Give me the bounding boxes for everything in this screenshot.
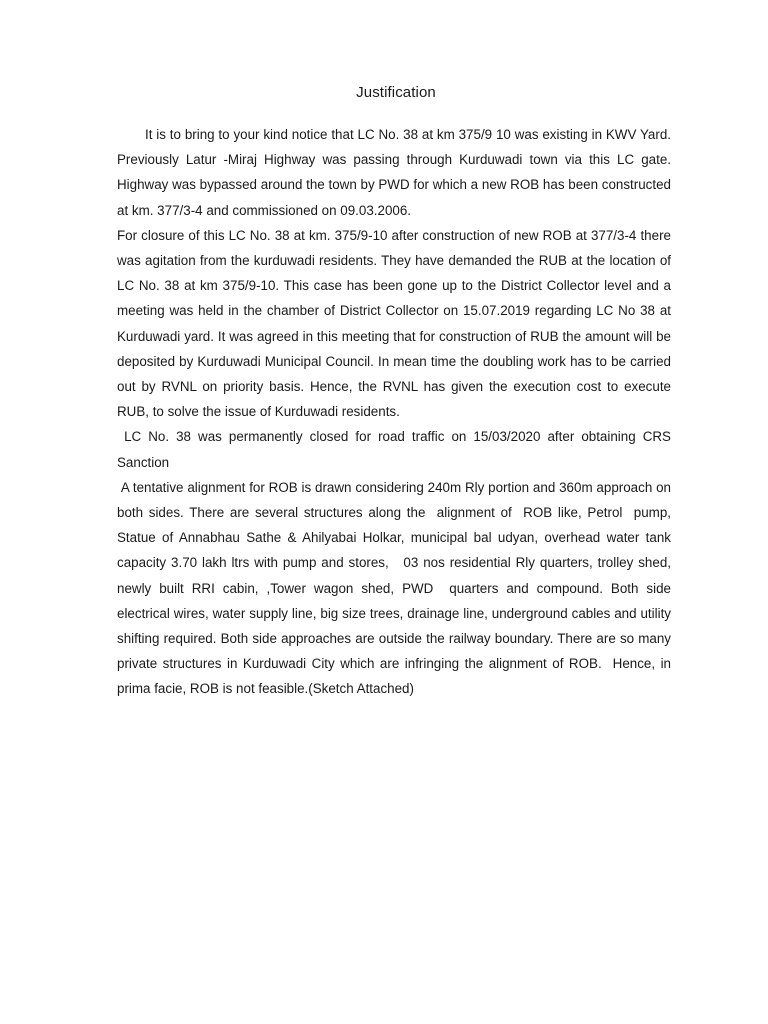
paragraph-rob-alignment: A tentative alignment for ROB is drawn considering 240m Rly portion and 360m approach on both sides. There are several structures along the alignment of ROB like, Petrol pump, Statue of Annabhau Sathe & Ahilyabai Holkar, municipal bal udyan, overhead water tank capacity 3.70 lakh ltrs with pump and stores, 03 nos residential Rly quarters, trolley shed, newly built RRI cabin, ,Tower wagon shed, PWD quarters and compound. Both side electrical wires, water supply line, big size trees, drainage line, underground cables and utility shifting required. Both side approaches are outside the railway boundary. There are so many private structures in Kurduwadi City which are infringing the alignment of ROB. Hence, in prima facie, ROB is not feasible.(Sketch Attached) bbox=[117, 479, 675, 697]
paragraph-intro: It is to bring to your kind notice that LC No. 38 at km 375/9 10 was existing in KWV Yard. Previously Latur -Miraj Highway was passing through Kurduwadi town via this LC gate. Highway was bypassed around the town by PWD for which a new ROB has been constructed at km. 377/3-4 and commissioned on 09.03.2006. bbox=[117, 127, 675, 218]
document-body bbox=[117, 122, 675, 702]
paragraph-closure-background: For closure of this LC No. 38 at km. 375/9-10 after construction of new ROB at 377/3-4 there was agitation from the kurduwadi residents. They have demanded the RUB at the location of LC No. 38 at km 375/9-10. This case has been gone up to the District Collector level and a meeting was held in the chamber of District Collector on 15.07.2019 regarding LC No 38 at Kurduwadi yard. It was agreed in this meeting that for construction of RUB the amount will be deposited by Kurduwadi Municipal Council. In mean time the doubling work has to be carried out by RVNL on priority basis. Hence, the RVNL has given the execution cost to execute RUB, to solve the issue of Kurduwadi residents. bbox=[117, 227, 675, 420]
paragraph-lc-closed: LC No. 38 was permanently closed for road traffic on 15/03/2020 after obtaining CRS Sanction bbox=[117, 429, 675, 470]
document-title: Justification bbox=[356, 84, 436, 101]
